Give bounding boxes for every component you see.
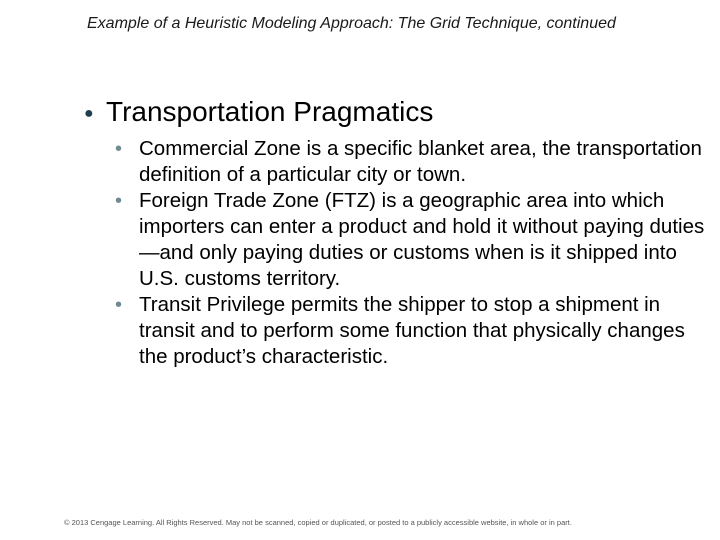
section-heading-row	[84, 96, 720, 128]
list-item-text: Foreign Trade Zone (FTZ) is a geographic area into which importers can enter a product and hold it without paying duties—and only paying duties or customs when is it shipped into U.S. customs territory.	[139, 189, 705, 290]
content-section	[84, 96, 720, 370]
list-item-foreign-trade-zone	[115, 188, 720, 292]
slide-title: Example of a Heuristic Modeling Approach: The Grid Technique, continued	[87, 15, 616, 32]
bullet-list	[115, 136, 720, 370]
list-item-transit-privilege	[115, 292, 720, 370]
section-heading: Transportation Pragmatics	[106, 96, 434, 127]
bullet-icon: •	[115, 190, 123, 212]
bullet-icon: •	[115, 138, 123, 160]
list-item-text: Transit Privilege permits the shipper to stop a shipment in transit and to perform some function that physically changes the product’s characteristic.	[139, 293, 685, 368]
list-item-text: Commercial Zone is a specific blanket area, the transportation definition of a particular city or town.	[139, 137, 702, 186]
bullet-icon: •	[115, 294, 123, 316]
round-bullet-icon: ●	[84, 105, 94, 122]
list-item-commercial-zone	[115, 136, 720, 188]
copyright-footer: © 2013 Cengage Learning. All Rights Reserved. May not be scanned, copied or duplicated, or posted to a publicly accessible website, in whole or in part.	[64, 518, 572, 527]
